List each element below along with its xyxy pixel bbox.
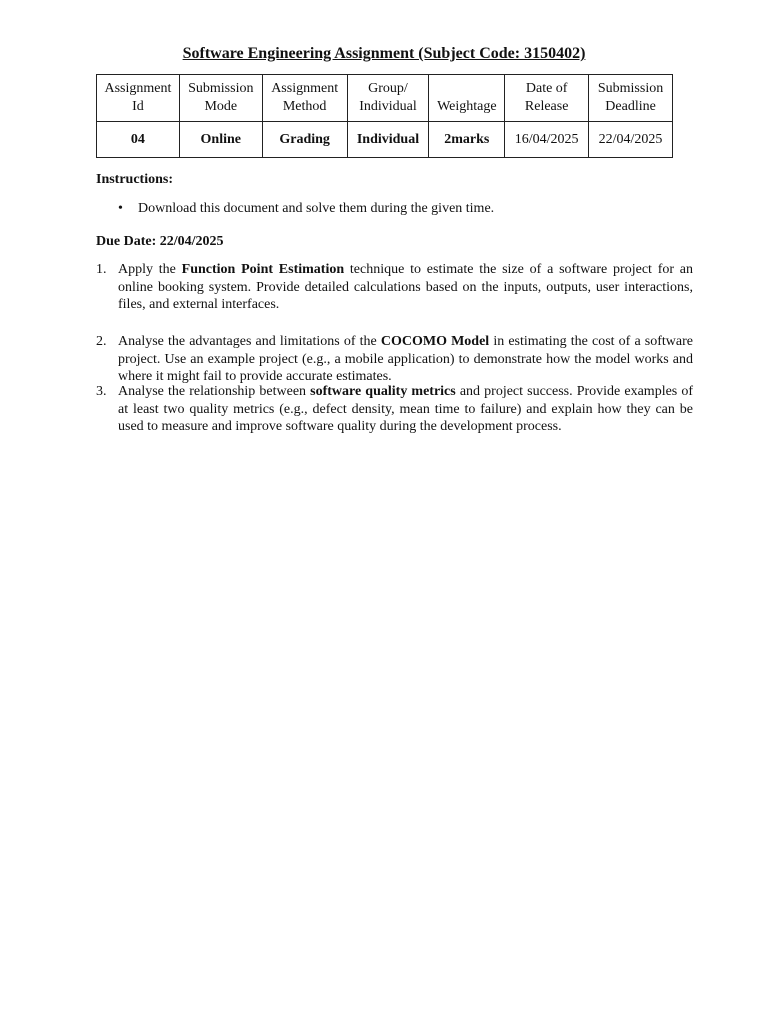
question-keyword: software quality metrics	[310, 384, 456, 399]
instruction-text: Download this document and solve them during the given time.	[138, 201, 495, 216]
question-keyword: COCOMO Model	[380, 334, 490, 349]
cell-date-of-release: 16/04/2025	[505, 122, 589, 158]
question-item	[96, 333, 693, 386]
cell-submission-mode: Online	[179, 122, 262, 158]
table-header-row	[97, 75, 673, 122]
question-text: Analyse the relationship between software quality metrics and project success. Provide examples of at least two quality metrics (e.g., defect density, mean time to failure) and explain how they can be used to measure and improve software quality during the development process.	[118, 384, 694, 434]
cell-group-individual: Individual	[347, 122, 429, 158]
question-number: 1.	[96, 262, 107, 277]
question-number: 3.	[96, 384, 107, 399]
question-text: Apply the Function Point Estimation technique to estimate the size of a software project for an online booking system. Provide detailed calculations based on the inputs, outputs, user interactions, files, and external interfaces.	[118, 262, 694, 312]
header-weightage: Weightage	[429, 75, 505, 122]
question-item	[96, 261, 693, 314]
header-assignment-method: Assignment Method	[262, 75, 347, 122]
header-group-individual: Group/ Individual	[347, 75, 429, 122]
question-number: 2.	[96, 334, 107, 349]
header-submission-deadline: Submission Deadline	[589, 75, 673, 122]
instructions-heading: Instructions:	[96, 172, 174, 187]
header-date-of-release: Date of Release	[505, 75, 589, 122]
cell-submission-deadline: 22/04/2025	[589, 122, 673, 158]
table-row	[97, 122, 673, 158]
cell-weightage: 2marks	[429, 122, 505, 158]
header-submission-mode: Submission Mode	[179, 75, 262, 122]
due-date: Due Date: 22/04/2025	[96, 234, 224, 249]
assignment-info-table	[96, 74, 673, 158]
question-keyword: Function Point Estimation	[181, 262, 345, 277]
question-text: Analyse the advantages and limitations of the COCOMO Model in estimating the cost of a software project. Use an example project (e.g., a mobile application) to demonstrate how the model works and where it might fail to provide accurate estimates.	[118, 334, 693, 384]
cell-assignment-method: Grading	[262, 122, 347, 158]
bullet-icon: •	[118, 201, 123, 216]
header-assignment-id: Assignment Id	[97, 75, 180, 122]
document-title: Software Engineering Assignment (Subject Code: 3150402)	[182, 45, 586, 62]
question-item	[96, 383, 693, 436]
cell-assignment-id: 04	[97, 122, 180, 158]
